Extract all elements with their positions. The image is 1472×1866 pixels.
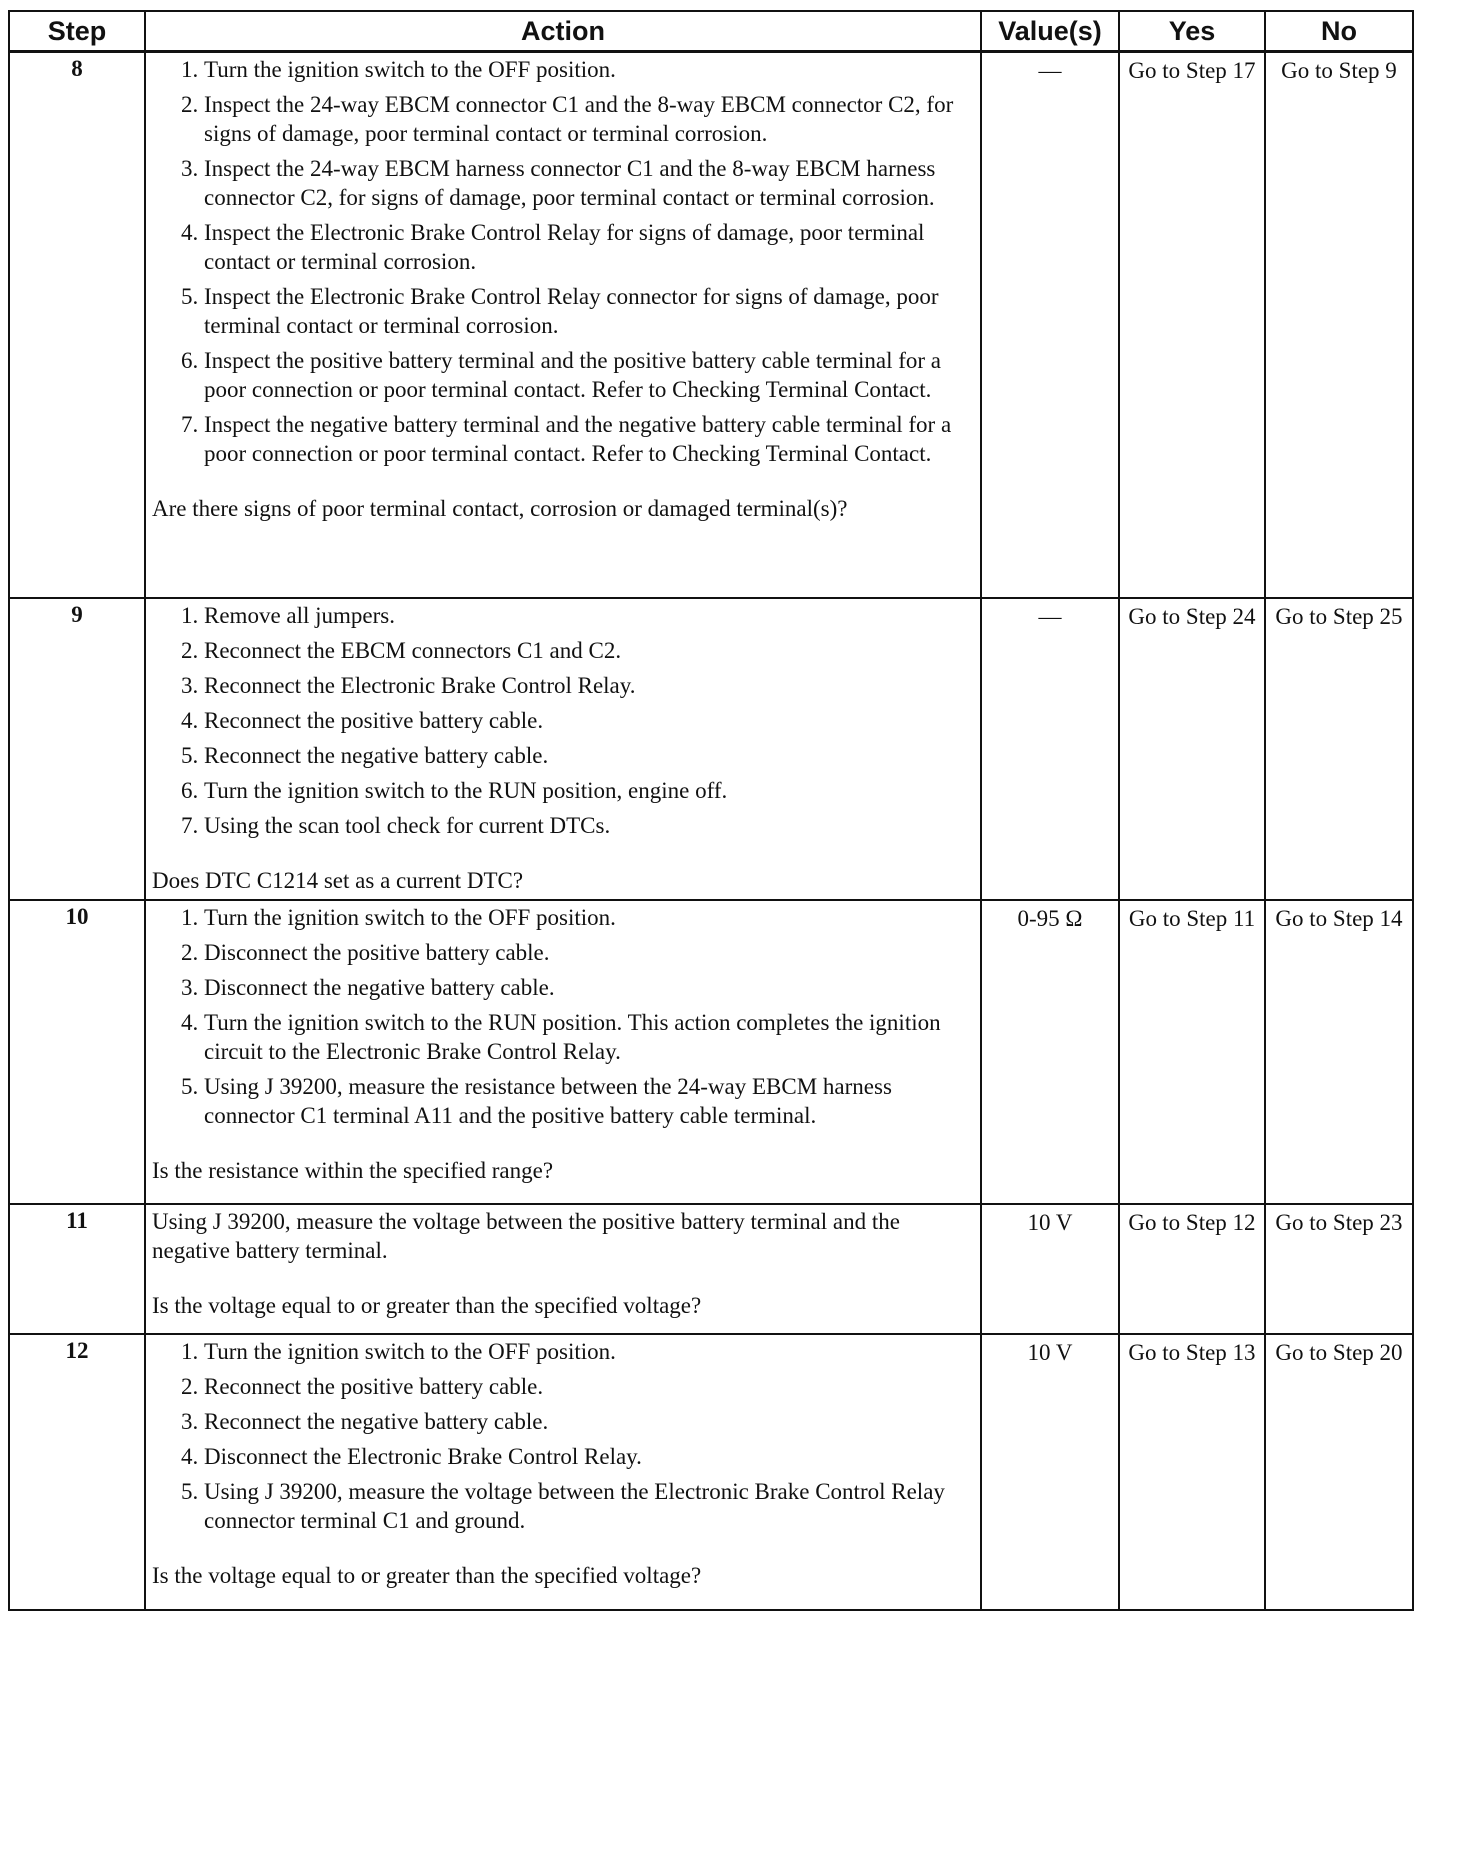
header-action: Action [145,11,981,52]
action-step: 1. Turn the ignition switch to the OFF position. [204,1337,972,1366]
yes-cell: Go to Step 24 [1119,598,1265,900]
no-cell: Go to Step 23 [1265,1204,1413,1334]
action-step: 4. Reconnect the positive battery cable. [204,706,972,735]
value-cell: — [981,52,1119,598]
table-row [9,598,1413,900]
action-question: Are there signs of poor terminal contact, corrosion or damaged terminal(s)? [152,496,848,521]
action-step: 3. Disconnect the negative battery cable. [204,973,972,1002]
no-cell: Go to Step 14 [1265,900,1413,1204]
step-number: 9 [9,598,145,900]
table-row [9,1204,1413,1334]
header-values: Value(s) [981,11,1119,52]
header-no: No [1265,11,1413,52]
no-cell: Go to Step 25 [1265,598,1413,900]
action-step: 7. Using the scan tool check for current DTCs. [204,811,972,840]
action-question: Is the voltage equal to or greater than the specified voltage? [152,1292,702,1318]
action-step: 7. Inspect the negative battery terminal and the negative battery cable terminal for a poor connection or poor terminal contact. Refer to Checking Terminal Contact. [204,410,972,468]
value-cell: 10 V [981,1334,1119,1610]
action-step: 1. Turn the ignition switch to the OFF position. [204,903,972,932]
diagnostic-table [8,10,1414,1611]
action-step: 2. Inspect the 24-way EBCM connector C1 and the 8-way EBCM connector C2, for signs of damage, poor terminal contact or terminal corrosion. [204,90,972,148]
action-step: 4. Inspect the Electronic Brake Control Relay for signs of damage, poor terminal contact or terminal corrosion. [204,218,972,276]
action-step: 2. Disconnect the positive battery cable. [204,938,972,967]
yes-cell: Go to Step 11 [1119,900,1265,1204]
value-cell: 10 V [981,1204,1119,1334]
action-step: 4. Disconnect the Electronic Brake Control Relay. [204,1442,972,1471]
value-cell: 0-95 Ω [981,900,1119,1204]
action-step: 4. Turn the ignition switch to the RUN position. This action completes the ignition circuit to the Electronic Brake Control Relay. [204,1008,972,1066]
yes-cell: Go to Step 17 [1119,52,1265,598]
action-step: 6. Turn the ignition switch to the RUN position, engine off. [204,776,972,805]
action-cell [145,1204,981,1334]
header-yes: Yes [1119,11,1265,52]
action-question: Is the resistance within the specified range? [152,1157,554,1183]
action-step: 5. Reconnect the negative battery cable. [204,741,972,770]
table-row [9,900,1413,1204]
table-row [9,52,1413,598]
action-step: 5. Using J 39200, measure the resistance between the 24-way EBCM harness connector C1 terminal A11 and the positive battery cable terminal. [204,1072,972,1130]
header-row [9,11,1413,52]
no-cell: Go to Step 20 [1265,1334,1413,1610]
header-step: Step [9,11,145,52]
action-step: 5. Inspect the Electronic Brake Control Relay connector for signs of damage, poor terminal contact or terminal corrosion. [204,282,972,340]
action-step: 2. Reconnect the EBCM connectors C1 and C2. [204,636,972,665]
step-number: 8 [9,52,145,598]
action-cell [145,52,981,598]
action-step: 3. Inspect the 24-way EBCM harness connector C1 and the 8-way EBCM harness connector C2, for signs of damage, poor terminal contact or terminal corrosion. [204,154,972,212]
step-number: 11 [9,1204,145,1334]
step-number: 10 [9,900,145,1204]
yes-cell: Go to Step 12 [1119,1204,1265,1334]
action-step: 2. Reconnect the positive battery cable. [204,1372,972,1401]
step-number: 12 [9,1334,145,1610]
value-cell: — [981,598,1119,900]
yes-cell: Go to Step 13 [1119,1334,1265,1610]
action-text: Using J 39200, measure the voltage between the positive battery terminal and the negative battery terminal. [152,1208,900,1263]
action-cell [145,598,981,900]
table-body [9,52,1413,1610]
action-question: Is the voltage equal to or greater than the specified voltage? [152,1562,702,1588]
action-step: 1. Turn the ignition switch to the OFF position. [204,55,972,84]
action-steps [152,601,972,840]
action-steps [152,1337,972,1535]
action-steps [152,55,972,468]
action-step: 1. Remove all jumpers. [204,601,972,630]
action-steps [152,903,972,1130]
action-cell [145,1334,981,1610]
no-cell: Go to Step 9 [1265,52,1413,598]
table-row [9,1334,1413,1610]
action-step: 3. Reconnect the Electronic Brake Control Relay. [204,671,972,700]
action-cell [145,900,981,1204]
action-step: 6. Inspect the positive battery terminal and the positive battery cable terminal for a poor connection or poor terminal contact. Refer to Checking Terminal Contact. [204,346,972,404]
action-question: Does DTC C1214 set as a current DTC? [152,867,524,893]
diagnostic-table-page [8,10,1412,1611]
action-step: 3. Reconnect the negative battery cable. [204,1407,972,1436]
action-step: 5. Using J 39200, measure the voltage between the Electronic Brake Control Relay connector terminal C1 and ground. [204,1477,972,1535]
